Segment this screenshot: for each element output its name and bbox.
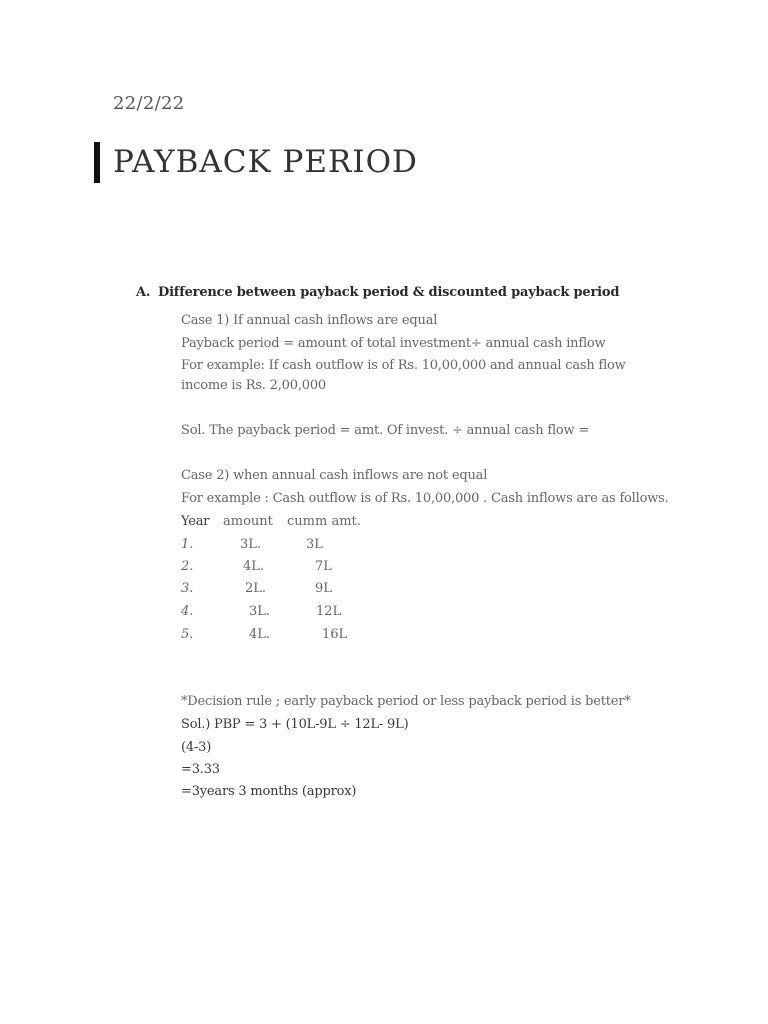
solution2-line-2: (4-3) (181, 740, 212, 755)
case1-formula: Payback period = amount of total investment÷ annual cash inflow (181, 336, 606, 351)
page-title: PAYBACK PERIOD (113, 144, 418, 180)
table-row-4-num: 4. (181, 604, 194, 619)
solution2-line-3: =3.33 (181, 762, 220, 777)
solution2-line-1: Sol.) PBP = 3 + (10L-9L ÷ 12L- 9L) (181, 717, 409, 732)
table-row-1-amount: 3L. (240, 537, 262, 552)
section-marker: A. (136, 285, 151, 300)
case1-solution: Sol. The payback period = amt. Of invest. ÷ annual cash flow = (181, 423, 590, 438)
table-row-4-cumm: 12L (316, 604, 342, 619)
title-accent-bar (94, 142, 100, 183)
table-header-amount: amount (223, 514, 273, 529)
decision-rule: *Decision rule ; early payback period or less payback period is better* (181, 694, 631, 709)
table-row-1-num: 1. (181, 537, 194, 552)
table-row-3-cumm: 9L (315, 581, 332, 596)
table-row-2-amount: 4L. (243, 559, 265, 574)
table-header-cumm: cumm amt. (287, 514, 361, 529)
section-heading-text: Difference between payback period & discounted payback period (158, 285, 620, 300)
case2-heading: Case 2) when annual cash inflows are not equal (181, 468, 488, 483)
table-header-year: Year (181, 514, 210, 529)
case1-example: For example: If cash outflow is of Rs. 10,00,000 and annual cash flow income is Rs. 2,00,000 (181, 358, 626, 393)
solution2-line-4: =3years 3 months (approx) (181, 784, 357, 799)
table-row-5-num: 5. (181, 627, 194, 642)
table-row-4-amount: 3L. (249, 604, 271, 619)
table-row-3-num: 3. (181, 581, 194, 596)
document-date: 22/2/22 (113, 93, 185, 114)
section-heading (136, 285, 619, 300)
case1-heading: Case 1) If annual cash inflows are equal (181, 313, 438, 328)
table-row-1-cumm: 3L (306, 537, 323, 552)
case2-example: For example : Cash outflow is of Rs. 10,00,000 . Cash inflows are as follows. (181, 491, 669, 506)
table-row-2-cumm: 7L (315, 559, 332, 574)
table-row-3-amount: 2L. (245, 581, 267, 596)
table-row-5-cumm: 16L (322, 627, 348, 642)
table-row-2-num: 2. (181, 559, 194, 574)
table-row-5-amount: 4L. (249, 627, 271, 642)
